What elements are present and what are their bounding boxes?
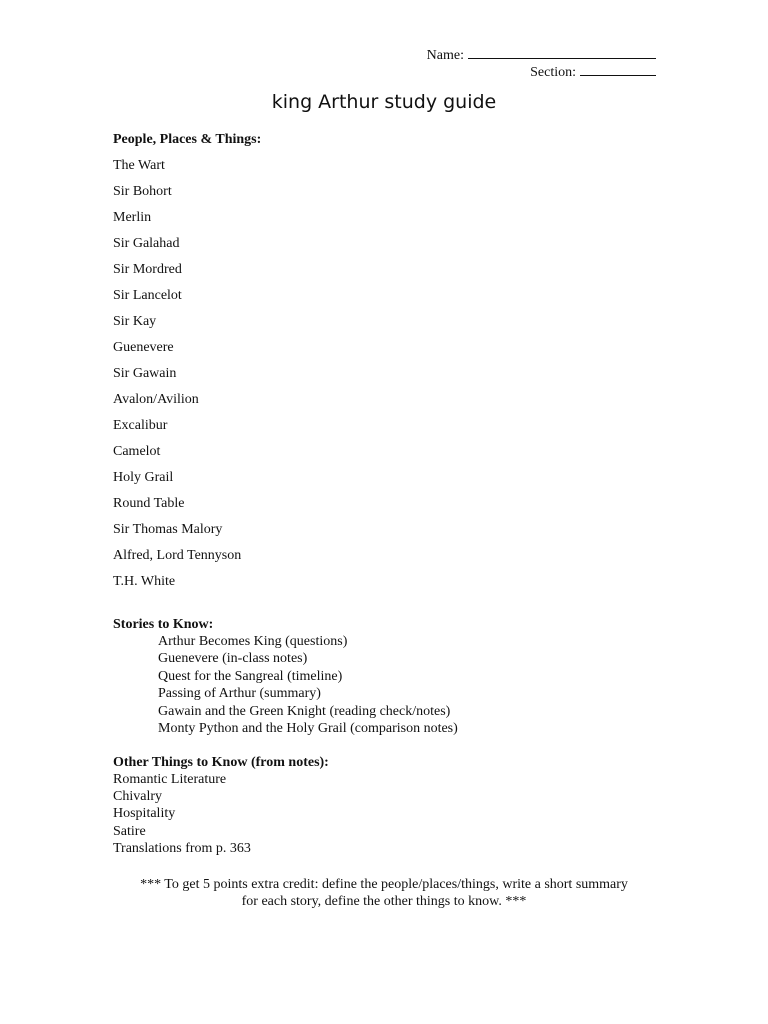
list-item: Monty Python and the Holy Grail (comparison notes) <box>158 720 458 736</box>
list-item: T.H. White <box>113 574 176 589</box>
list-item: Round Table <box>113 496 185 511</box>
list-item: Sir Lancelot <box>113 288 182 303</box>
list-item: Alfred, Lord Tennyson <box>113 548 242 563</box>
list-item: Arthur Becomes King (questions) <box>158 634 348 649</box>
extra-credit-line-2: for each story, define the other things to know. *** <box>241 894 527 909</box>
list-item: Sir Gawain <box>113 366 177 381</box>
list-item: Chivalry <box>113 789 162 805</box>
list-item: Guenevere (in-class notes) <box>158 651 308 667</box>
section-field <box>530 63 656 81</box>
list-item: Sir Galahad <box>113 236 180 251</box>
section-label: Section: <box>530 65 576 80</box>
list-item: Romantic Literature <box>113 772 227 787</box>
section-blank-line[interactable] <box>580 63 656 76</box>
stories-to-know-heading: Stories to Know: <box>113 617 214 632</box>
list-item: The Wart <box>113 158 165 173</box>
list-item: Holy Grail <box>113 470 174 485</box>
name-label: Name: <box>426 48 464 63</box>
list-item: Excalibur <box>113 418 168 433</box>
list-item: Passing of Arthur (summary) <box>158 686 321 702</box>
people-places-things-list <box>113 157 241 599</box>
list-item: Guenevere <box>113 340 174 355</box>
list-item: Sir Mordred <box>113 262 182 277</box>
extra-credit-line-1: *** To get 5 points extra credit: define the people/places/things, write a short summary <box>140 877 628 892</box>
extra-credit-note <box>0 876 768 910</box>
list-item: Camelot <box>113 444 161 459</box>
page-title: king Arthur study guide <box>271 91 497 113</box>
other-things-heading: Other Things to Know (from notes): <box>113 755 329 770</box>
other-things-list <box>113 771 251 857</box>
list-item: Translations from p. 363 <box>113 840 251 856</box>
list-item: Gawain and the Green Knight (reading check/notes) <box>158 703 451 719</box>
people-places-things-heading: People, Places & Things: <box>113 132 262 147</box>
list-item: Sir Thomas Malory <box>113 522 223 537</box>
list-item: Quest for the Sangreal (timeline) <box>158 668 343 684</box>
list-item: Satire <box>113 823 146 839</box>
list-item: Merlin <box>113 210 152 225</box>
list-item: Sir Kay <box>113 314 157 329</box>
list-item: Hospitality <box>113 806 176 822</box>
list-item: Sir Bohort <box>113 184 172 199</box>
name-blank-line[interactable] <box>468 46 656 59</box>
stories-to-know-list <box>158 633 458 737</box>
list-item: Avalon/Avilion <box>113 392 199 407</box>
name-field <box>427 46 656 64</box>
